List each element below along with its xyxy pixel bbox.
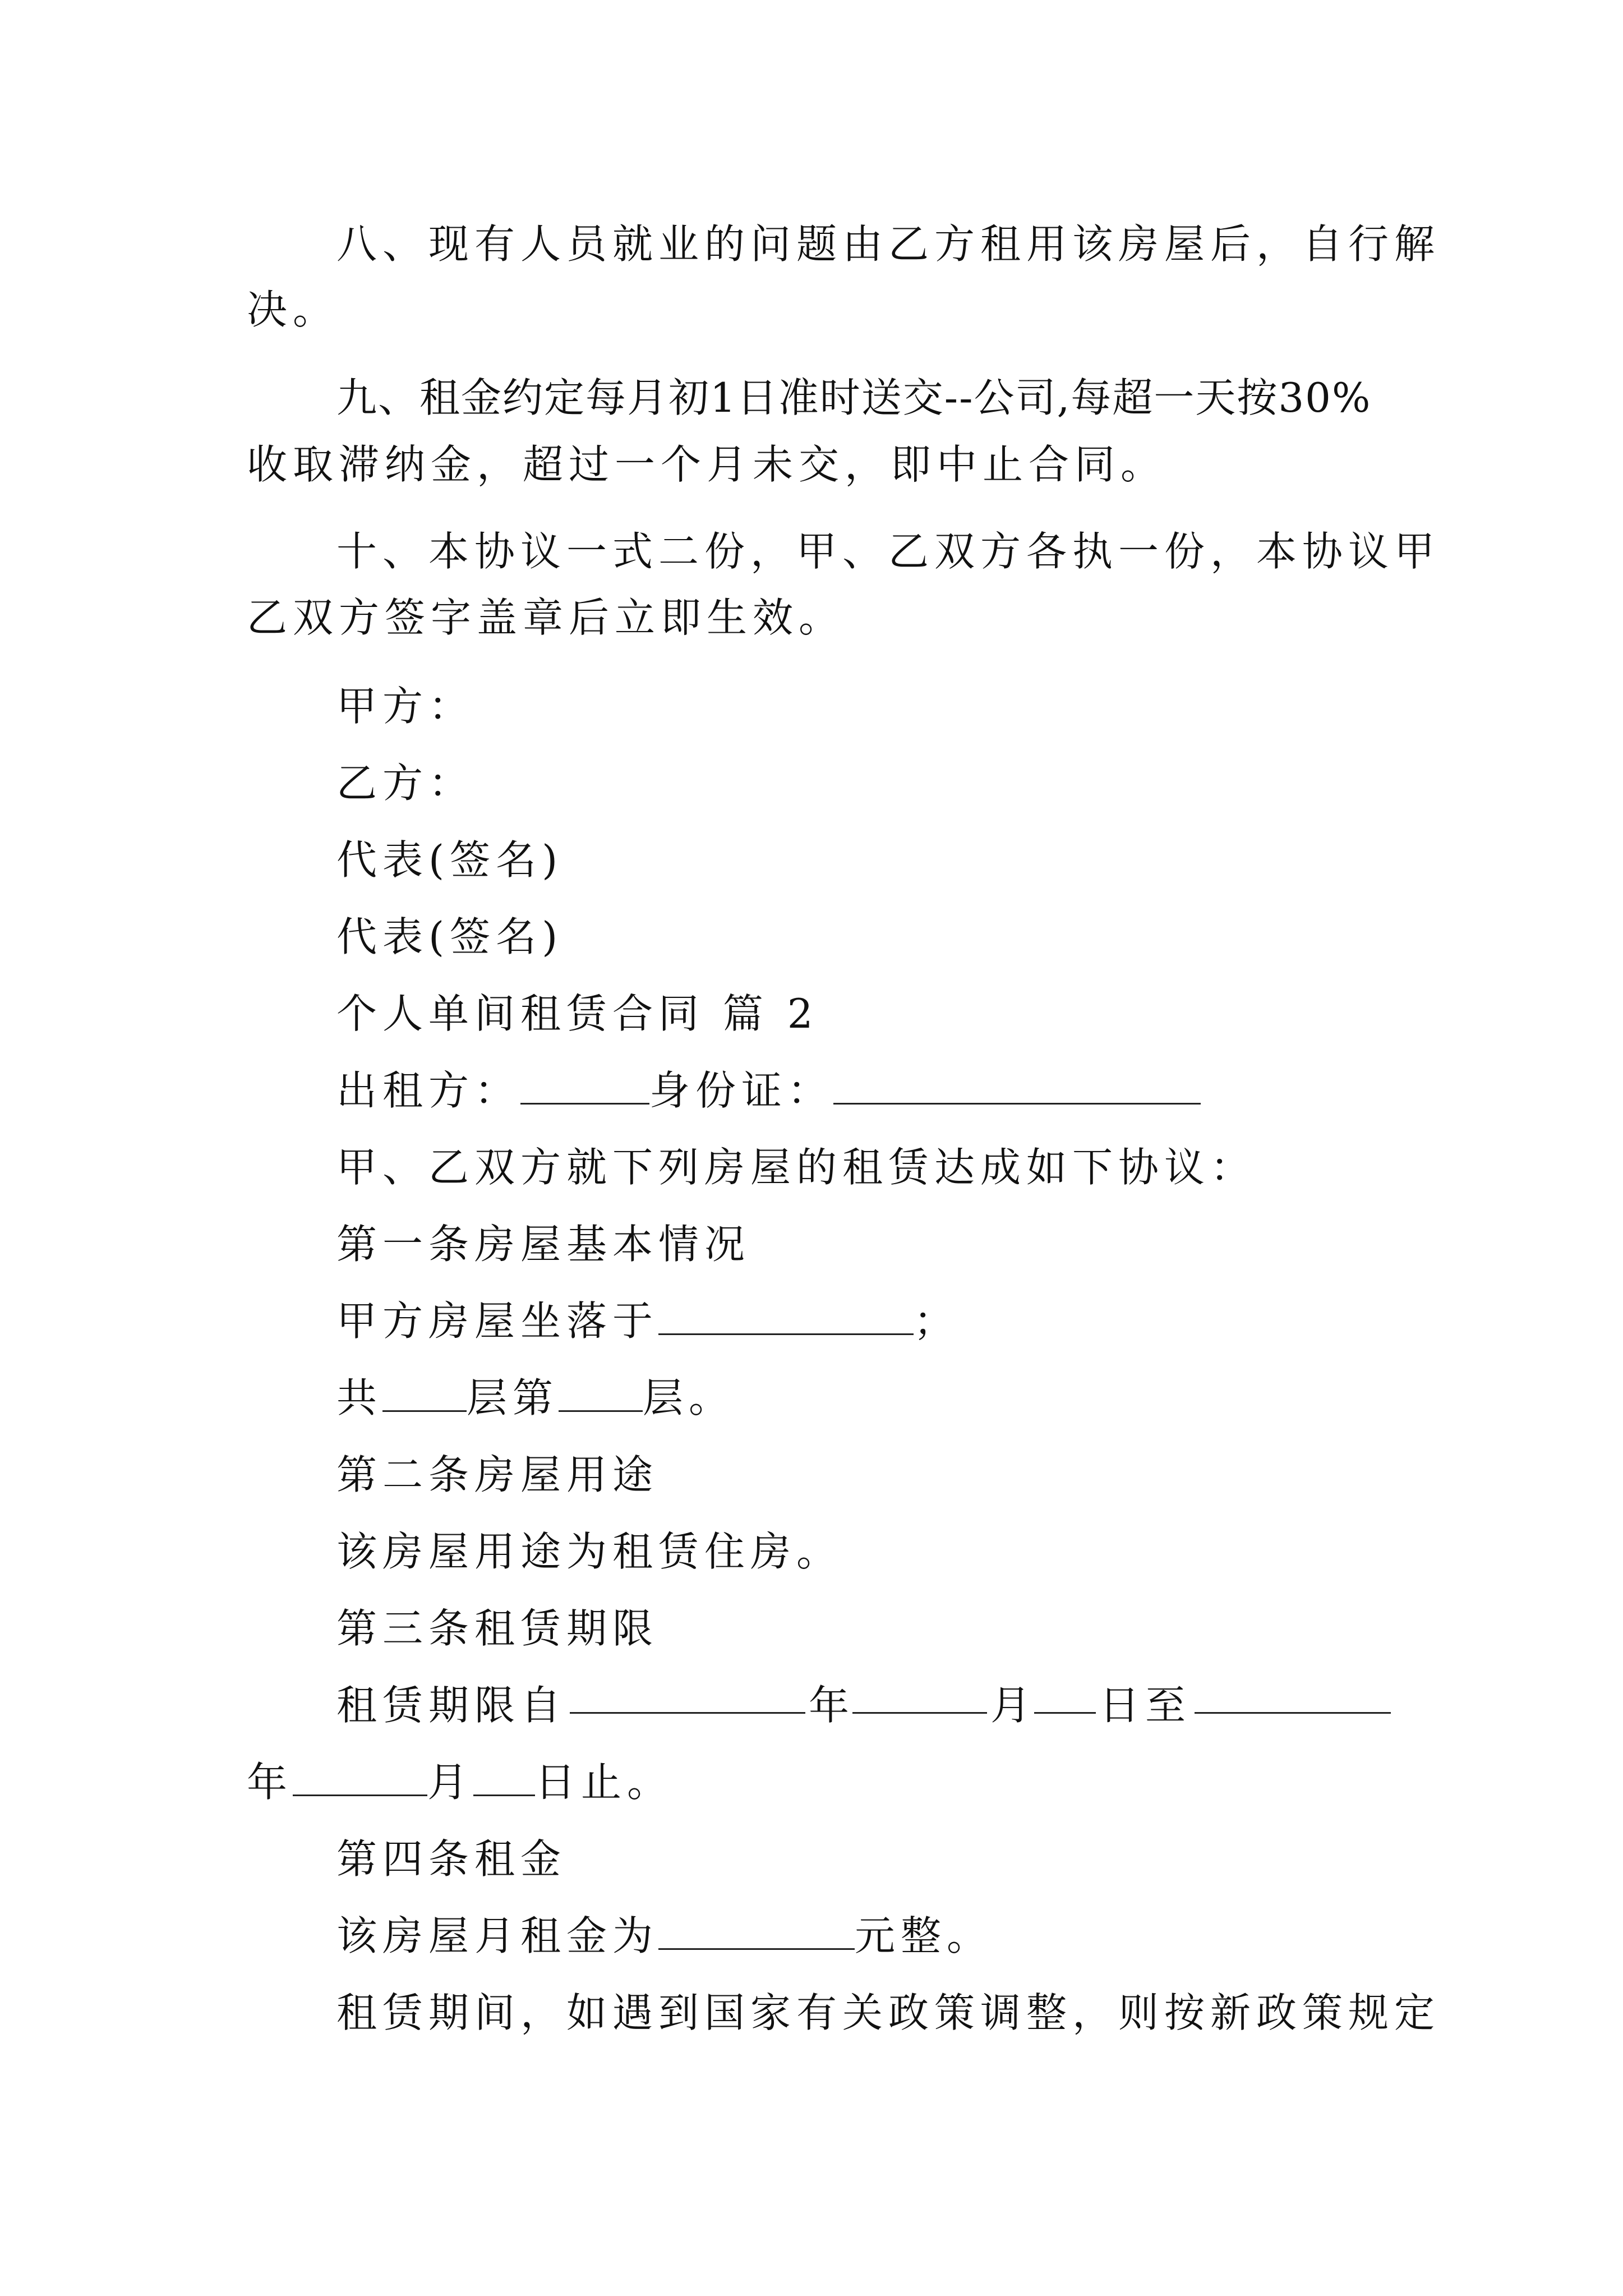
monthly-rent-blank xyxy=(658,1913,855,1950)
lease-from-label: 租赁期限自 xyxy=(336,1682,567,1729)
representative-signature-2: 代表(签名) xyxy=(336,913,564,960)
start-day-blank xyxy=(1034,1677,1096,1714)
start-day-to-label: 日至 xyxy=(1099,1682,1191,1729)
id-card-label: 身份证： xyxy=(649,1067,834,1114)
lessor-label: 出租方： xyxy=(336,1067,521,1114)
paragraph-9-line-1: 九、租金约定每月初1日准时送交--公司,每超一天按30% xyxy=(336,374,1372,421)
end-year-blank xyxy=(1195,1677,1391,1714)
agreement-intro: 甲、乙双方就下列房屋的租赁达成如下协议： xyxy=(336,1144,1257,1191)
end-year-label: 年 xyxy=(247,1759,293,1806)
start-month-label: 月 xyxy=(990,1682,1031,1729)
policy-adjustment-text: 租赁期间，如遇到国家有关政策调整，则按新政策规定 xyxy=(336,1989,1441,2036)
floors-total-label: 共 xyxy=(336,1374,383,1421)
contract-2-title: 个人单间租赁合同 篇 2 xyxy=(336,990,819,1037)
end-day-blank xyxy=(473,1760,535,1796)
floors-total-blank xyxy=(382,1375,467,1412)
end-month-label: 月 xyxy=(427,1759,474,1806)
paragraph-10-line-1: 十、本协议一式二份，甲、乙双方各执一份，本协议甲 xyxy=(336,528,1441,575)
paragraph-10-line-2: 乙双方签字盖章后立即生效。 xyxy=(247,594,845,641)
house-location-label: 甲方房屋坐落于 xyxy=(336,1297,659,1345)
floor-number-blank xyxy=(559,1375,643,1412)
representative-signature-1: 代表(签名) xyxy=(336,836,564,884)
lessor-line xyxy=(336,1062,1391,1119)
article-2-text: 该房屋用途为租赁住房。 xyxy=(336,1528,843,1575)
start-month-blank xyxy=(852,1677,987,1714)
lease-term-line-1 xyxy=(336,1677,1391,1733)
party-b-label: 乙方： xyxy=(336,760,475,807)
lease-term-line-2 xyxy=(247,1754,1391,1810)
paragraph-8-line-1: 八、现有人员就业的问题由乙方租用该房屋后，自行解 xyxy=(336,220,1441,268)
monthly-rent-label: 该房屋月租金为 xyxy=(336,1912,659,1959)
end-month-blank xyxy=(293,1760,427,1796)
end-day-label: 日止。 xyxy=(535,1759,674,1806)
monthly-rent-line xyxy=(336,1908,1391,1964)
house-location-blank xyxy=(658,1299,914,1335)
monthly-rent-unit: 元整。 xyxy=(855,1912,993,1959)
start-year-blank xyxy=(570,1677,805,1714)
lessor-blank xyxy=(520,1068,649,1105)
paragraph-8-line-2: 决。 xyxy=(247,286,339,333)
house-location-line xyxy=(336,1293,1391,1349)
article-2-title: 第二条房屋用途 xyxy=(336,1451,659,1498)
start-year-label: 年 xyxy=(808,1682,849,1729)
id-card-blank xyxy=(833,1068,1201,1105)
article-3-title: 第三条租赁期限 xyxy=(336,1605,659,1652)
floors-line xyxy=(336,1370,1391,1426)
article-1-title: 第一条房屋基本情况 xyxy=(336,1221,751,1268)
floors-end: 层。 xyxy=(643,1374,735,1421)
floor-number-label: 层第 xyxy=(467,1374,559,1421)
party-a-label: 甲方： xyxy=(336,683,475,730)
paragraph-9-line-2: 收取滞纳金，超过一个月未交，即中止合同。 xyxy=(247,441,1167,488)
article-4-title: 第四条租金 xyxy=(336,1835,567,1883)
house-location-end: ； xyxy=(914,1297,960,1345)
